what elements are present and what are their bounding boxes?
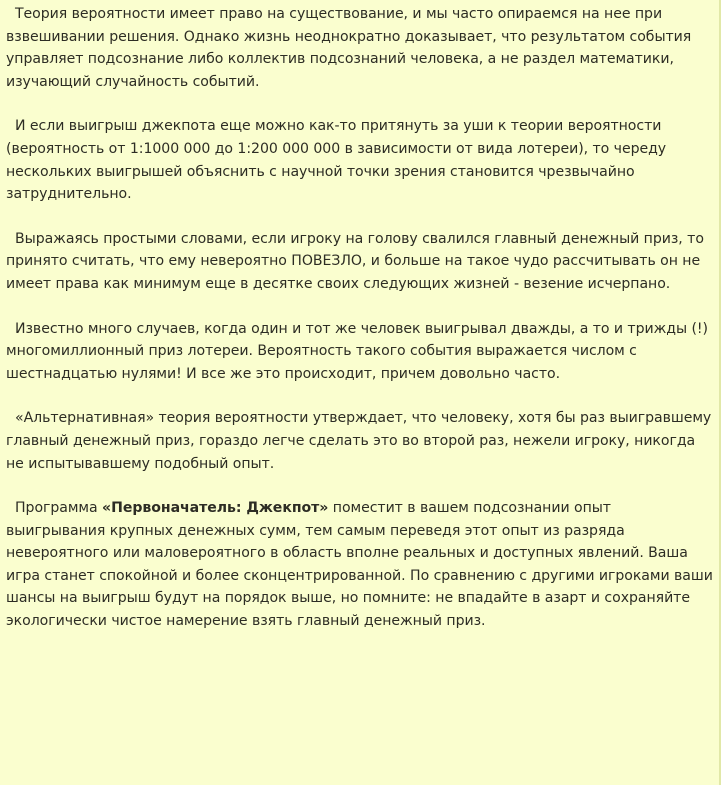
paragraph-alternative-theory: «Альтернативная» теория вероятности утверждает, что человеку, хотя бы раз выигравшему главный денежный приз, гораздо легче сделать это во второй раз, нежели игроку, никогда не испытывавшему подобный опыт. [6,410,712,472]
paragraph-lucky: Выражаясь простыми словами, если игроку на голову свалился главный денежный приз, то принято считать, что ему невероятно ПОВЕЗЛО, и больше на такое чудо рассчитывать он не имеет права как минимум еще в десятке своих следующих жизней - везение исчерпано. [6,230,704,292]
program-name: «Первоначатель: Джекпот» [102,500,329,517]
paragraph-program [6,497,713,633]
program-text-before: Программа [15,500,103,517]
paragraph-probability-theory: Теория вероятности имеет право на существование, и мы часто опираемся на нее при взвешивании решения. Однако жизнь неоднократно доказывает, что результатом события управляет подсознание либо коллектив подсознаний человека, а не раздел математики, изучающий случайность событий. [6,6,692,90]
program-text-after: поместит в вашем подсознании опыт выигрывания крупных денежных сумм, тем самым переведя этот опыт из разряда невероятного или маловероятного в область вполне реальных и доступных явлений. Ваша игра станет спокойной и более сконцентрированной. По сравнению с другими игроками ваши шансы на выигрыш будут на порядок выше, но помните: не впадайте в азарт и сохраняйте экологически чистое намерение взять главный денежный приз. [6,500,713,630]
paragraph-repeat-winners: Известно много случаев, когда один и тот же человек выигрывал дважды, а то и трижды (!) многомиллионный приз лотереи. Вероятность такого события выражается числом с шестнадцатью нулями! И все же это происходит, причем довольно часто. [6,320,708,382]
paragraph-jackpot-odds: И если выигрыш джекпота еще можно как-то притянуть за уши к теории вероятности (вероятность от 1:1000 000 до 1:200 000 000 в зависимости от вида лотереи), то череду нескольких выигрышей объяснить с научной точки зрения становится чрезвычайно затруднительно. [6,118,667,203]
